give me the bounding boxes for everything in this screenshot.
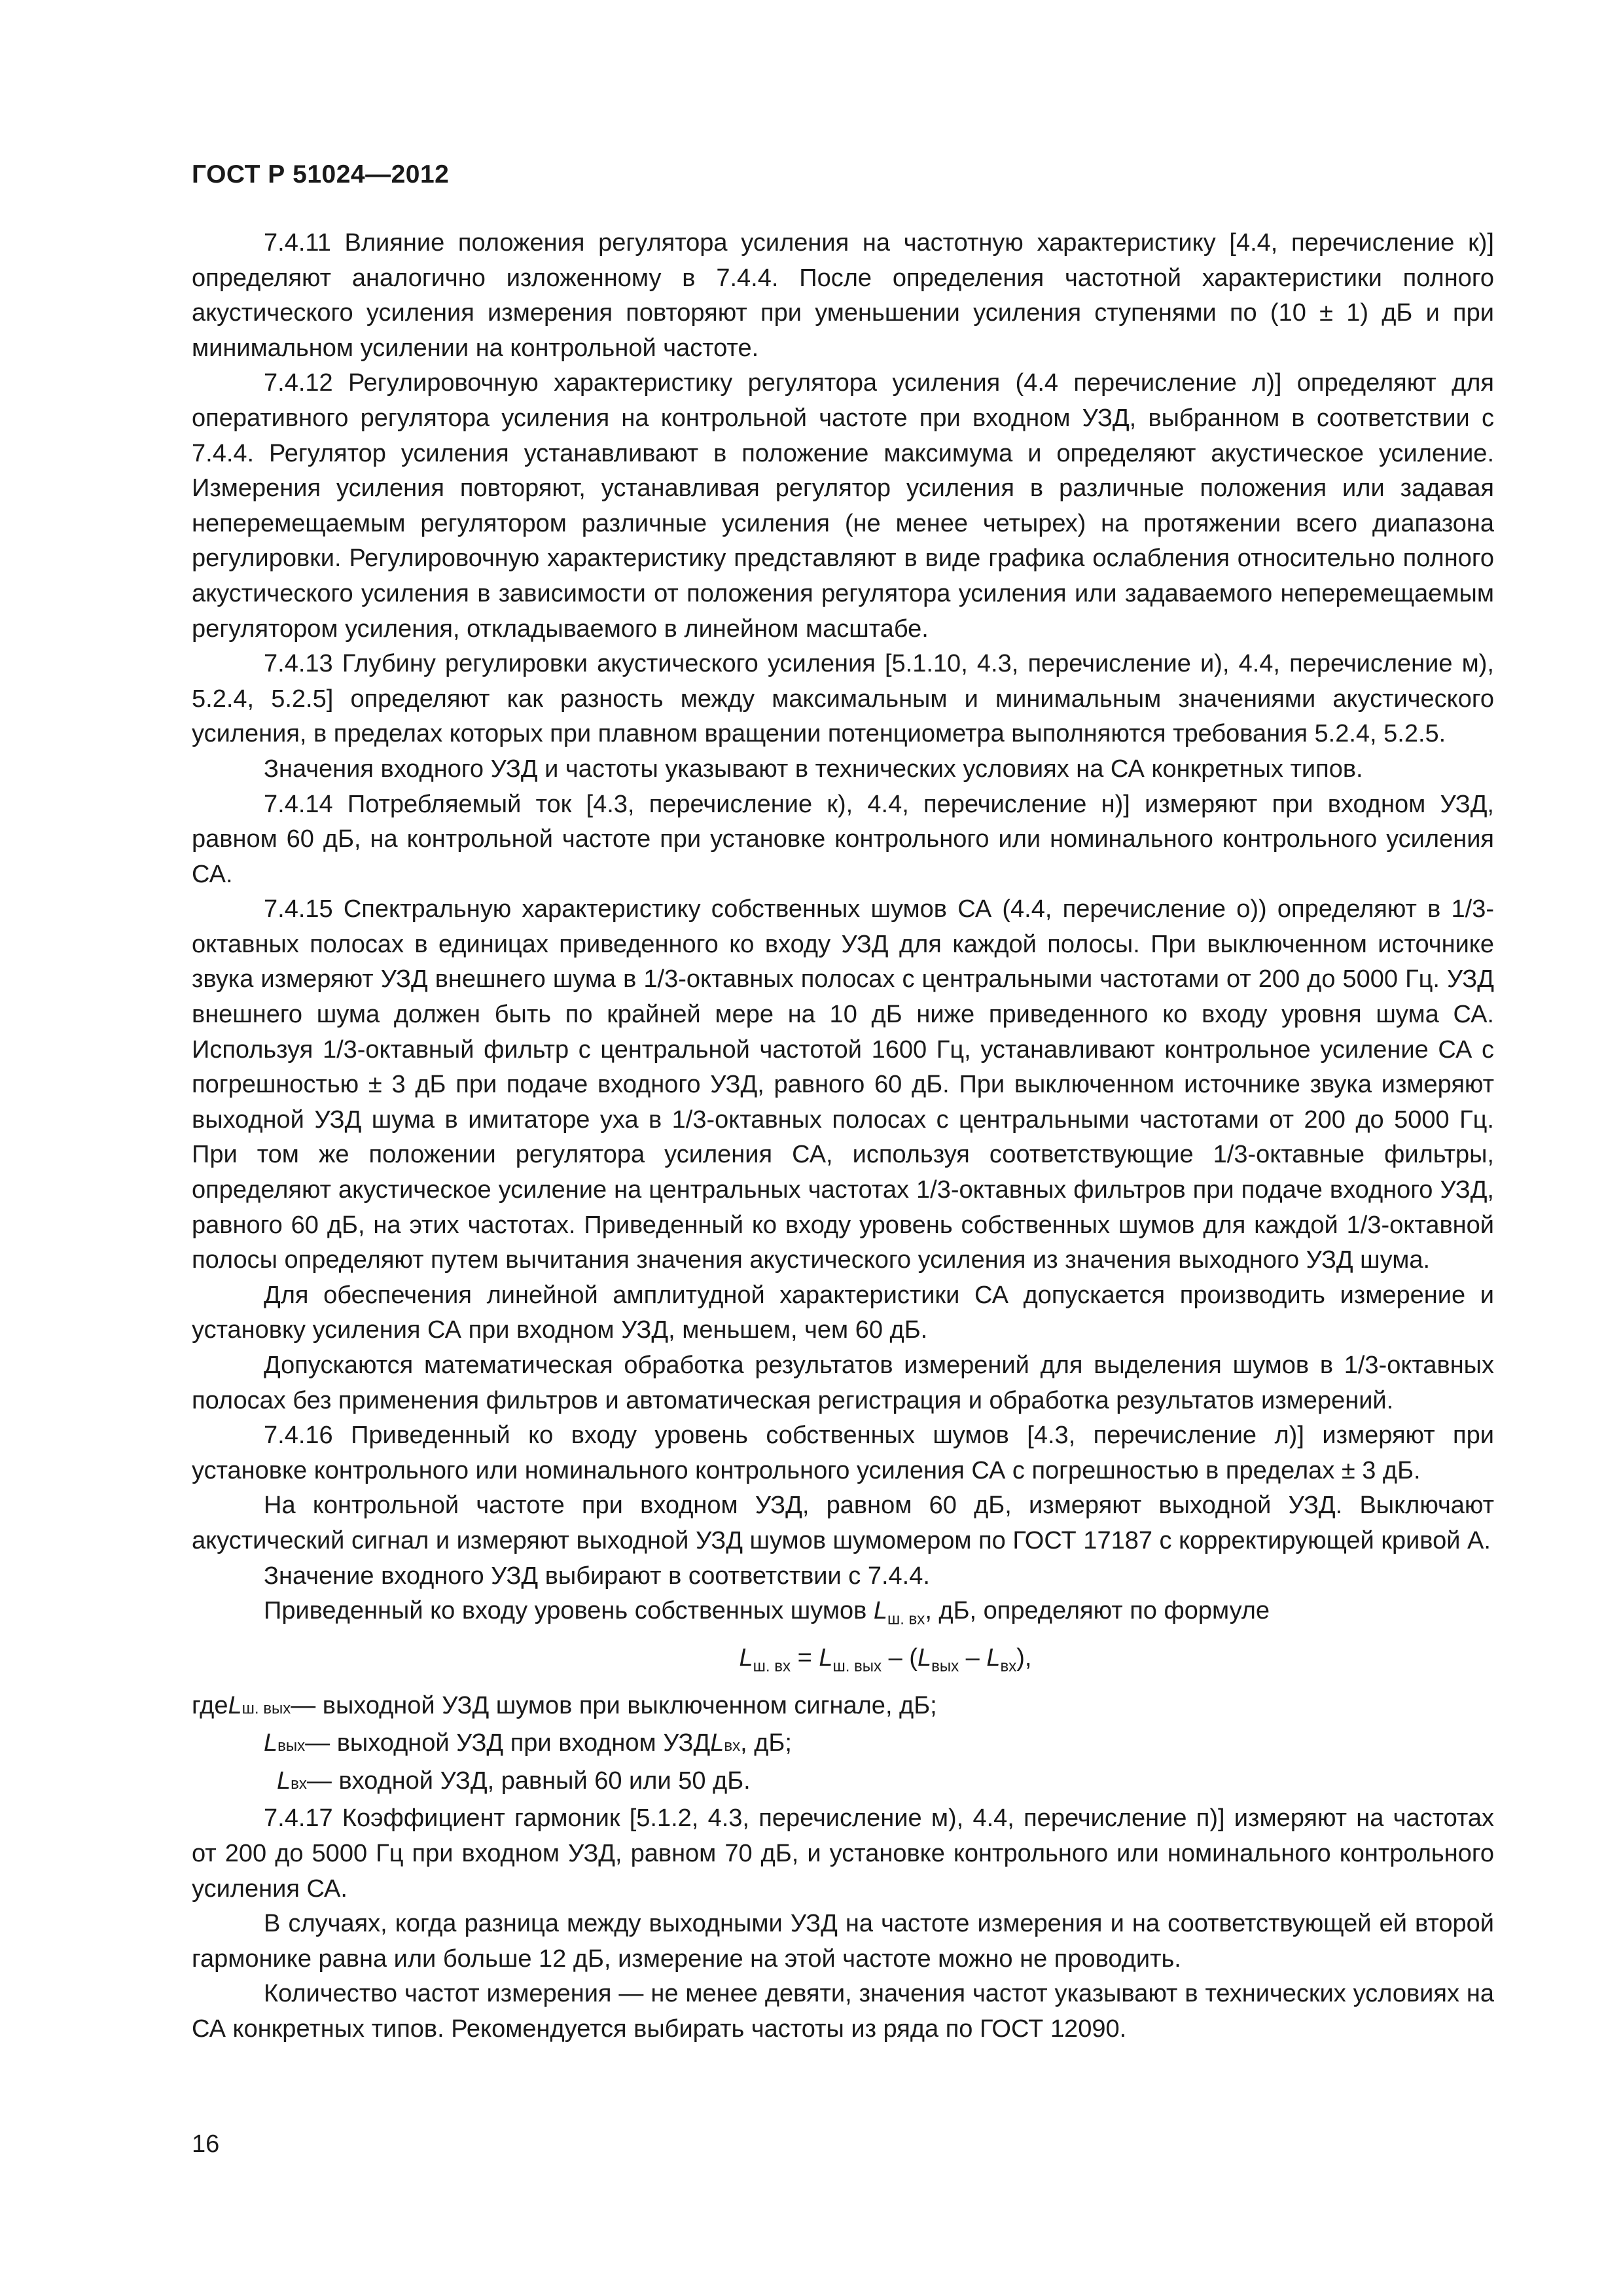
legend-row: L вх — входной УЗД, равный 60 или 50 дБ. <box>277 1767 751 1795</box>
paragraph-7-4-15-math: Допускаются математическая обработка результатов измерений для выделения шумов в 1/3-октавных полосах без применения фильтров и автоматическая регистрация и обработка результатов измерений. <box>192 1352 1494 1414</box>
legend-row: где L ш. вых — выходной УЗД шумов при выключенном сигнале, дБ; <box>192 1691 937 1719</box>
paragraph-7-4-17-harmonic: В случаях, когда разница между выходными УЗД на частоте измерения и на соответствующей ей второй гармонике равна или больше 12 дБ, измерение на этой частоте можно не проводить. <box>192 1910 1494 1973</box>
paragraph-7-4-16-measure: На контрольной частоте при входном УЗД, равном 60 дБ, измеряют выходной УЗД. Выключают акустический сигнал и измеряют выходной УЗД шумов шумомером по ГОСТ 17187 с корректирующей кривой А. <box>192 1492 1494 1554</box>
paragraph-7-4-17-frequencies: Количество частот измерения — не менее девяти, значения частот указывают в технических условиях на СА конкретных типов. Рекомендуется выбирать частоты из ряда по ГОСТ 12090. <box>192 1980 1494 2043</box>
paragraph-7-4-17: 7.4.17 Коэффициент гармоник [5.1.2, 4.3, перечисление м), 4.4, перечисление п)] измеряют на частотах от 200 до 5000 Гц при входном УЗД, равном 70 дБ, и установке контрольного или номинального контрольного усиления СА. <box>192 1804 1494 1903</box>
paragraph-7-4-13-note: Значения входного УЗД и частоты указывают в технических условиях на СА конкретных типов. <box>264 755 1363 783</box>
formula-legend <box>192 1689 1494 1802</box>
noise-level-formula: $L_{ш. вх} = L_{ш. вых} - (L_{вых} - L_{вх})$, <box>739 1644 1032 1676</box>
paragraph-7-4-14: 7.4.14 Потребляемый ток [4.3, перечисление к), 4.4, перечисление н)] измеряют при входном УЗД, равном 60 дБ, на контрольной частоте при установке контрольного или номинального контрольного усиления СА. <box>192 790 1494 888</box>
formula-intro: Приведенный ко входу уровень собственных шумов $L_{ш. вх}$, дБ, определяют по формуле <box>264 1597 1270 1628</box>
page-number: 16 <box>192 2130 220 2158</box>
paragraph-7-4-11: 7.4.11 Влияние положения регулятора усиления на частотную характеристику [4.4, перечисление к)] определяют аналогично изложенному в 7.4.4. После определения частотной характеристики полного акустического усиления измерения повторяют при уменьшении усиления ступенями по (10 ± 1) дБ и при минимальном усилении на контрольной частоте. <box>192 229 1494 362</box>
page-body <box>192 226 1494 2047</box>
document-header: ГОСТ Р 51024—2012 <box>192 160 450 188</box>
paragraph-7-4-16-input: Значение входного УЗД выбирают в соответствии с 7.4.4. <box>264 1562 930 1590</box>
paragraph-7-4-15-linear: Для обеспечения линейной амплитудной характеристики СА допускается производить измерение и установку усиления СА при входном УЗД, меньшем, чем 60 дБ. <box>192 1281 1494 1344</box>
paragraph-7-4-15: 7.4.15 Спектральную характеристику собственных шумов СА (4.4, перечисление о)) определяют в 1/3-октавных полосах в единицах приведенного ко входу УЗД для каждой полосы. При выключенном источнике звука измеряют УЗД внешнего шума в 1/3-октавных полосах с центральными частотами от 200 до 5000 Гц. УЗД внешнего шума должен быть по крайней мере на 10 дБ ниже приведенного ко входу уровня шума СА. Используя 1/3-октавный фильтр с центральной частотой 1600 Гц, устанавливают контрольное усиление СА с погрешностью ± 3 дБ при подаче входного УЗД, равного 60 дБ. При выключенном источнике звука измеряют выходной УЗД шума в имитаторе уха в 1/3-октавных полосах с центральными частотами от 200 до 5000 Гц. При том же положении регулятора усиления СА, используя соответствующие 1/3-октавные фильтры, определяют акустическое усиление на центральных частотах 1/3-октавных фильтров при подаче входного УЗД, равного 60 дБ, на этих частотах. Приведенный ко входу уровень собственных шумов для каждой 1/3-октавной полосы определяют путем вычитания значения акустического усиления из значения выходного УЗД шума. <box>192 895 1494 1274</box>
paragraph-7-4-16: 7.4.16 Приведенный ко входу уровень собственных шумов [4.3, перечисление л)] измеряют при установке контрольного или номинального контрольного усиления СА с погрешностью в пределах ± 3 дБ. <box>192 1422 1494 1484</box>
paragraph-7-4-13: 7.4.13 Глубину регулировки акустического усиления [5.1.10, 4.3, перечисление и), 4.4, перечисление м), 5.2.4, 5.2.5] определяют как разность между максимальным и минимальным значениями акустического усиления, в пределах которых при плавном вращении потенциометра выполняются требования 5.2.4, 5.2.5. <box>192 650 1494 748</box>
legend-row: L вых — выходной УЗД при входном УЗД L вх , дБ; <box>264 1729 792 1757</box>
paragraph-7-4-12: 7.4.12 Регулировочную характеристику регулятора усиления (4.4 перечисление л)] определяют для оперативного регулятора усиления на контрольной частоте при входном УЗД, выбранном в соответствии с 7.4.4. Регулятор усиления устанавливают в положение максимума и определяют акустическое усиление. Измерения усиления повторяют, устанавливая регулятор усиления в различные положения или задавая неперемещаемым регулятором различные усиления (не менее четырех) на протяжении всего диапазона регулировки. Регулировочную характеристику представляют в виде графика ослабления относительно полного акустического усиления в зависимости от положения регулятора усиления или задаваемого неперемещаемым регулятором усиления, откладываемого в линейном масштабе. <box>192 369 1494 643</box>
